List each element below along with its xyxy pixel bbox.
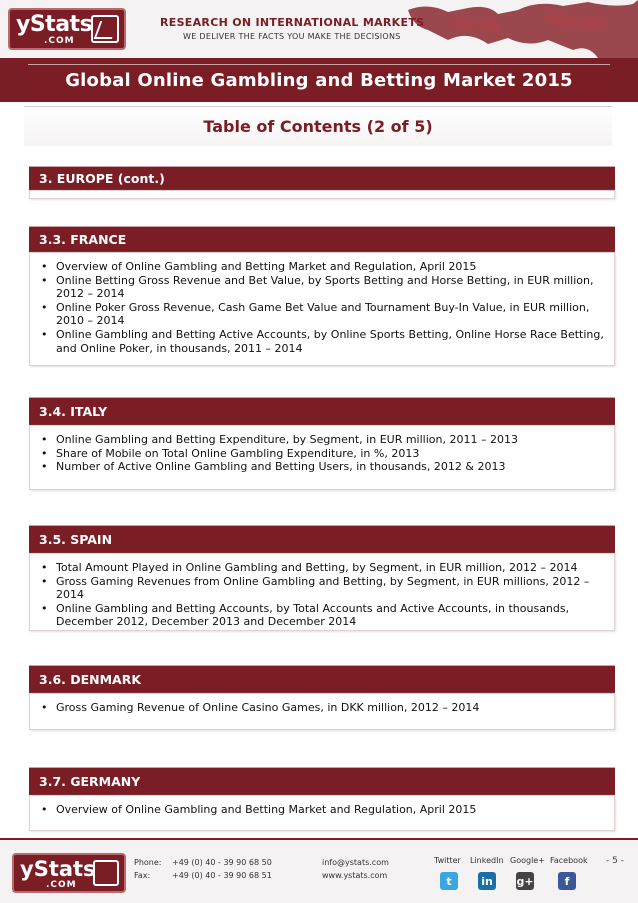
bullet-list (30, 253, 614, 355)
world-map-graphic (388, 0, 638, 58)
facebook-icon[interactable]: f (558, 872, 576, 890)
chart-icon (91, 15, 119, 43)
section-heading-denmark (29, 665, 615, 693)
twitter-label: Twitter (434, 856, 461, 865)
list-item: • Number of Active Online Gambling and Betting Users, in thousands, 2012 & 2013 (38, 460, 606, 474)
list-item: • Online Poker Gross Revenue, Cash Game Bet Value and Tournament Buy-In Value, in EUR million, 2010 – 2014 (38, 301, 606, 328)
section-heading-text: 3.5. SPAIN (39, 532, 113, 547)
website-link[interactable]: www.ystats.com (322, 871, 388, 880)
page-header (0, 0, 638, 58)
twitter-icon[interactable]: t (440, 872, 458, 890)
section-body-spain (29, 553, 615, 631)
list-item: • Gross Gaming Revenue of Online Casino Games, in DKK million, 2012 – 2014 (38, 701, 606, 715)
section-body-france (29, 252, 615, 366)
bullet-list (30, 554, 614, 629)
section-heading-spain (29, 525, 615, 553)
page-number: - 5 - (606, 856, 624, 866)
list-item: • Overview of Online Gambling and Betting Market and Regulation, April 2015 (38, 803, 606, 817)
section-body-germany (29, 795, 615, 831)
phone-label: Phone: (134, 858, 162, 867)
list-item: • Share of Mobile on Total Online Gambling Expenditure, in %, 2013 (38, 447, 606, 461)
title-frame (28, 64, 610, 96)
section-body-denmark (29, 693, 615, 730)
fax-number: +49 (0) 40 - 39 90 68 51 (172, 871, 272, 880)
list-item: • Online Gambling and Betting Active Accounts, by Online Sports Betting, Online Horse Race Betting, and Online Poker, in thousands, 2011 – 2014 (38, 328, 606, 355)
section-heading-text: 3.3. FRANCE (39, 232, 127, 247)
list-item: • Online Betting Gross Revenue and Bet Value, by Sports Betting and Horse Betting, in EUR million, 2012 – 2014 (38, 274, 606, 301)
facebook-label: Facebook (550, 856, 588, 865)
section-heading-text: 3.7. GERMANY (39, 774, 141, 789)
list-item: • Online Gambling and Betting Accounts, by Total Accounts and Active Accounts, in thousands, December 2012, December 2013 and December 2014 (38, 602, 606, 629)
email-link[interactable]: info@ystats.com (322, 858, 389, 867)
toc-title: Table of Contents (2 of 5) (203, 117, 433, 136)
ystats-footer-logo[interactable] (12, 853, 126, 893)
logo-text: yStats (20, 857, 96, 881)
ystats-logo[interactable] (8, 8, 126, 50)
section-body-europe (29, 190, 615, 199)
tagline-sub: WE DELIVER THE FACTS YOU MAKE THE DECISIONS (183, 32, 401, 41)
list-item: • Total Amount Played in Online Gambling and Betting, by Segment, in EUR million, 2012 – 2014 (38, 561, 606, 575)
section-heading-germany (29, 767, 615, 795)
section-heading-europe (29, 166, 615, 190)
googleplus-icon[interactable]: g+ (516, 872, 534, 890)
contact-online (322, 856, 389, 882)
list-item: • Online Gambling and Betting Expenditure, by Segment, in EUR million, 2011 – 2013 (38, 433, 606, 447)
linkedin-label: LinkedIn (470, 856, 504, 865)
section-heading-text: 3.4. ITALY (39, 404, 108, 419)
section-heading-france (29, 226, 615, 252)
title-bar (0, 58, 638, 102)
tagline-main: RESEARCH ON INTERNATIONAL MARKETS (160, 16, 425, 29)
bullet-list (30, 694, 614, 715)
contact-numbers (172, 856, 272, 882)
bullet-list (30, 796, 614, 817)
logo-domain: .COM (44, 36, 75, 46)
list-item: • Overview of Online Gambling and Betting Market and Regulation, April 2015 (38, 260, 606, 274)
page-title: Global Online Gambling and Betting Market 2015 (65, 70, 573, 91)
section-body-italy (29, 425, 615, 490)
logo-domain: .COM (46, 880, 77, 890)
bullet-list (30, 426, 614, 474)
logo-text: yStats (16, 12, 93, 37)
fax-label: Fax: (134, 871, 151, 880)
section-heading-italy (29, 397, 615, 425)
section-heading-text: 3. EUROPE (cont.) (39, 171, 165, 186)
page-footer (0, 838, 638, 903)
section-heading-text: 3.6. DENMARK (39, 672, 142, 687)
googleplus-label: Google+ (510, 856, 545, 865)
phone-number[interactable]: +49 (0) 40 - 39 90 68 50 (172, 858, 272, 867)
toc-title-box (24, 106, 612, 146)
list-item: • Gross Gaming Revenues from Online Gambling and Betting, by Segment, in EUR millions, 2012 – 2014 (38, 575, 606, 602)
linkedin-icon[interactable]: in (478, 872, 496, 890)
contact-labels (134, 856, 161, 882)
chart-icon (93, 860, 119, 886)
